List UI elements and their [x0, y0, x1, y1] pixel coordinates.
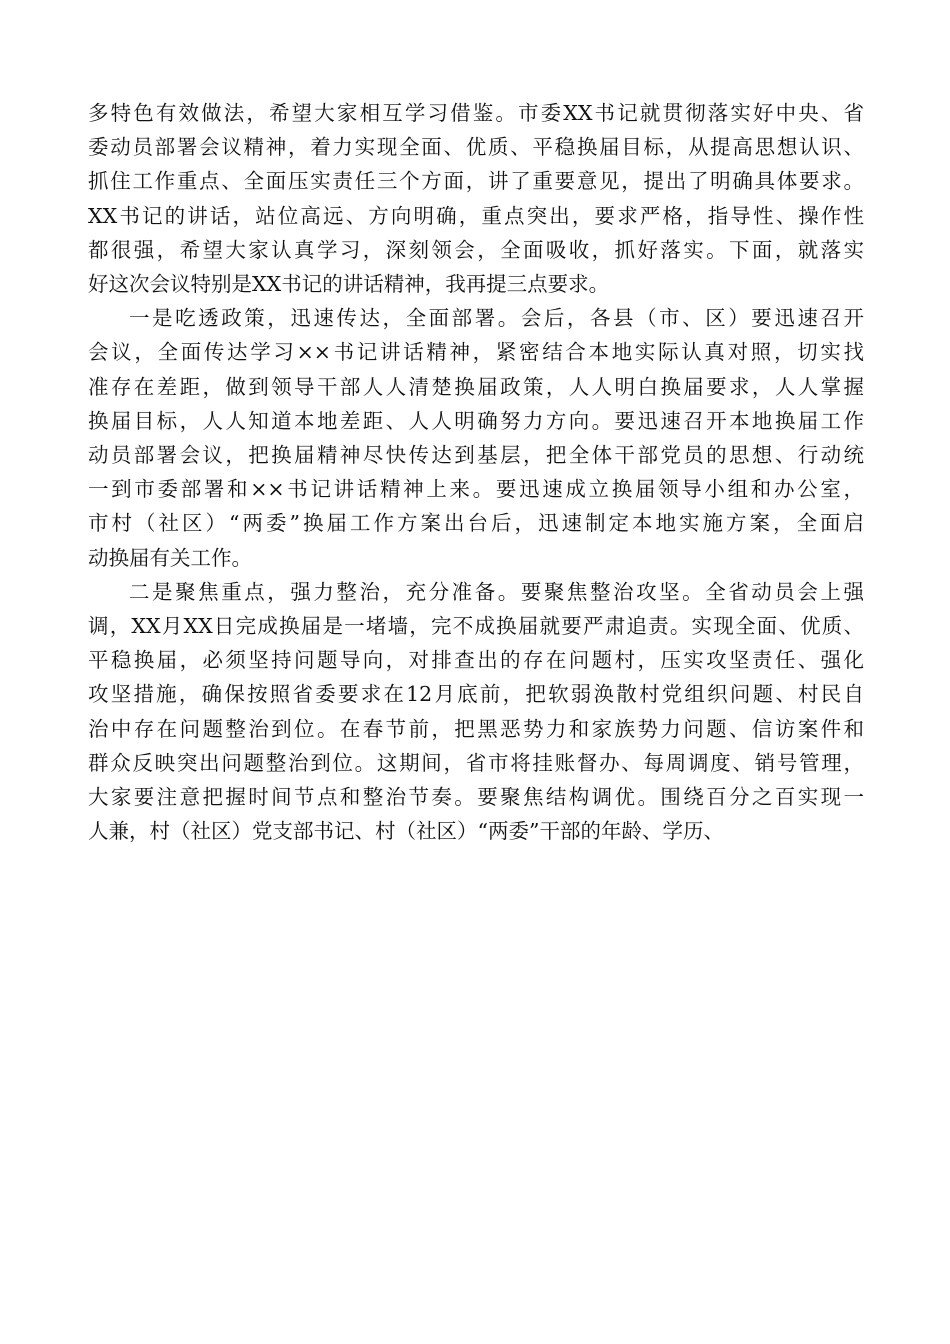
text-line: 换届目标，人人知道本地差距、人人明确努力方向。要迅速召开本地换届工作: [88, 408, 864, 433]
text-line: 大家要注意把握时间节点和整治节奏。要聚焦结构调优。围绕百分之百实现一: [88, 785, 864, 810]
text-line: 动换届有关工作。: [88, 545, 252, 570]
text-line: 一到市委部署和××书记讲话精神上来。要迅速成立换届领导小组和办公室，: [88, 477, 864, 502]
text-line: 准存在差距，做到领导干部人人清楚换届政策，人人明白换届要求，人人掌握: [88, 374, 864, 399]
text-line: 抓住工作重点、全面压实责任三个方面，讲了重要意见，提出了明确具体要求。: [88, 169, 864, 194]
text-line: 市村（社区）“两委”换届工作方案出台后，迅速制定本地实施方案，全面启: [88, 511, 864, 536]
text-line: 二是聚焦重点，强力整治，充分准备。要聚焦整治攻坚。全省动员会上强: [129, 579, 864, 604]
text-line: 治中存在问题整治到位。在春节前，把黑恶势力和家族势力问题、信访案件和: [88, 716, 864, 741]
text-line: XX书记的讲话，站位高远、方向明确，重点突出，要求严格，指导性、操作性: [88, 203, 864, 228]
text-line: 一是吃透政策，迅速传达，全面部署。会后，各县（市、区）要迅速召开: [129, 306, 864, 331]
text-line: 多特色有效做法，希望大家相互学习借鉴。市委XX书记就贯彻落实好中央、省: [88, 101, 864, 125]
text-line: 动员部署会议，把换届精神尽快传达到基层，把全体干部党员的思想、行动统: [88, 443, 864, 468]
paragraph-point-one: [88, 301, 864, 575]
text-line: 平稳换届，必须坚持问题导向，对排查出的存在问题村，压实攻坚责任、强化: [88, 648, 864, 673]
paragraph-point-two: [88, 575, 864, 849]
text-line: 群众反映突出问题整治到位。这期间，省市将挂账督办、每周调度、销号管理，: [88, 750, 864, 775]
text-line: 都很强，希望大家认真学习，深刻领会，全面吸收，抓好落实。下面，就落实: [88, 237, 864, 262]
document-body: [88, 96, 864, 848]
text-line: 会议，全面传达学习××书记讲话精神，紧密结合本地实际认真对照，切实找: [88, 340, 864, 365]
text-line: 委动员部署会议精神，着力实现全面、优质、平稳换届目标，从提高思想认识、: [88, 135, 864, 160]
text-line: 攻坚措施，确保按照省委要求在12月底前，把软弱涣散村党组织问题、村民自: [88, 682, 864, 707]
paragraph-intro-continued: [88, 96, 864, 301]
text-line: 调，XX月XX日完成换届是一堵墙，完不成换届就要严肃追责。实现全面、优质、: [88, 614, 864, 639]
text-line: 好这次会议特别是XX书记的讲话精神，我再提三点要求。: [88, 272, 610, 297]
text-line: 人兼，村（社区）党支部书记、村（社区）“两委”干部的年龄、学历、: [88, 819, 724, 844]
